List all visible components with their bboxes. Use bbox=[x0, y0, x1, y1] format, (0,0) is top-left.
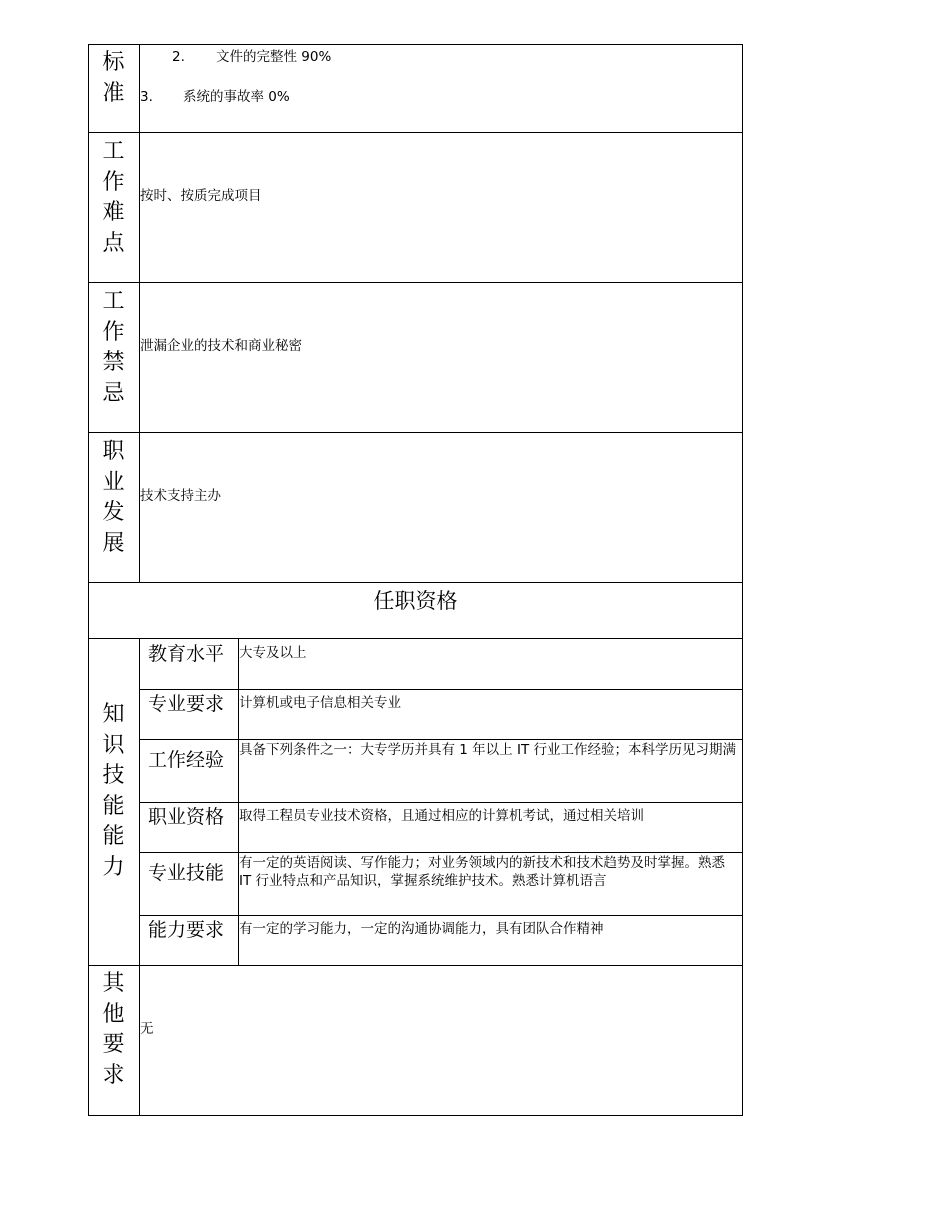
qual-row-divider bbox=[139, 852, 743, 853]
qual-value-ability: 有一定的学习能力，一定的沟通协调能力，具有团队合作精神 bbox=[239, 921, 604, 937]
label-divider-bottom bbox=[139, 639, 140, 1116]
other-text: 无 bbox=[140, 1021, 154, 1037]
table-border-bottom bbox=[88, 1115, 743, 1116]
qual-label-education: 教育水平 bbox=[148, 643, 225, 665]
qual-label-ability: 能力要求 bbox=[148, 919, 225, 941]
table-border-right bbox=[742, 44, 743, 1116]
standard-item-text: 文件的完整性 90% bbox=[216, 49, 332, 65]
qualifications-title: 任职资格 bbox=[373, 589, 458, 613]
taboo-label: 工 作 禁 忌 bbox=[102, 289, 125, 406]
row-divider bbox=[88, 965, 743, 966]
qual-value-experience: 具备下列条件之一：大专学历并具有 1 年以上 IT 行业工作经验；本科学历见习期满 bbox=[239, 742, 736, 758]
qual-value-skills: 有一定的英语阅读、写作能力；对业务领域内的新技术和技术趋势及时掌握。熟悉 IT 行业特点和产品知识，掌握系统维护技术。熟悉计算机语言 bbox=[239, 855, 725, 889]
difficulty-text: 按时、按质完成项目 bbox=[140, 188, 262, 204]
qual-label-certification: 职业资格 bbox=[148, 806, 225, 828]
qual-row-divider bbox=[139, 689, 743, 690]
row-divider bbox=[88, 282, 743, 283]
row-divider bbox=[88, 132, 743, 133]
taboo-text: 泄漏企业的技术和商业秘密 bbox=[140, 338, 302, 354]
standard-label: 标 准 bbox=[102, 50, 125, 106]
qual-label-skills: 专业技能 bbox=[148, 862, 225, 884]
standard-item-num: 3. bbox=[140, 89, 153, 105]
qual-value-education: 大专及以上 bbox=[239, 645, 307, 661]
qual-label-experience: 工作经验 bbox=[148, 749, 225, 771]
row-divider bbox=[88, 582, 743, 583]
standard-item-text: 系统的事故率 0% bbox=[183, 89, 290, 105]
qualifications-group-label: 知 识 技 能 能 力 bbox=[102, 702, 125, 880]
row-divider bbox=[88, 638, 743, 639]
qual-row-divider bbox=[139, 739, 743, 740]
row-divider bbox=[88, 432, 743, 433]
qual-value-certification: 取得工程员专业技术资格，且通过相应的计算机考试，通过相关培训 bbox=[239, 808, 644, 824]
table-border-top bbox=[88, 44, 743, 45]
standard-item-num: 2. bbox=[172, 49, 185, 65]
qual-row-divider bbox=[139, 802, 743, 803]
career-label: 职 业 发 展 bbox=[102, 439, 125, 556]
career-text: 技术支持主办 bbox=[140, 488, 221, 504]
qual-row-divider bbox=[139, 915, 743, 916]
qual-label-major: 专业要求 bbox=[148, 693, 225, 715]
other-label: 其 他 要 求 bbox=[102, 971, 125, 1088]
difficulty-label: 工 作 难 点 bbox=[102, 139, 125, 256]
qual-value-major: 计算机或电子信息相关专业 bbox=[239, 695, 401, 711]
